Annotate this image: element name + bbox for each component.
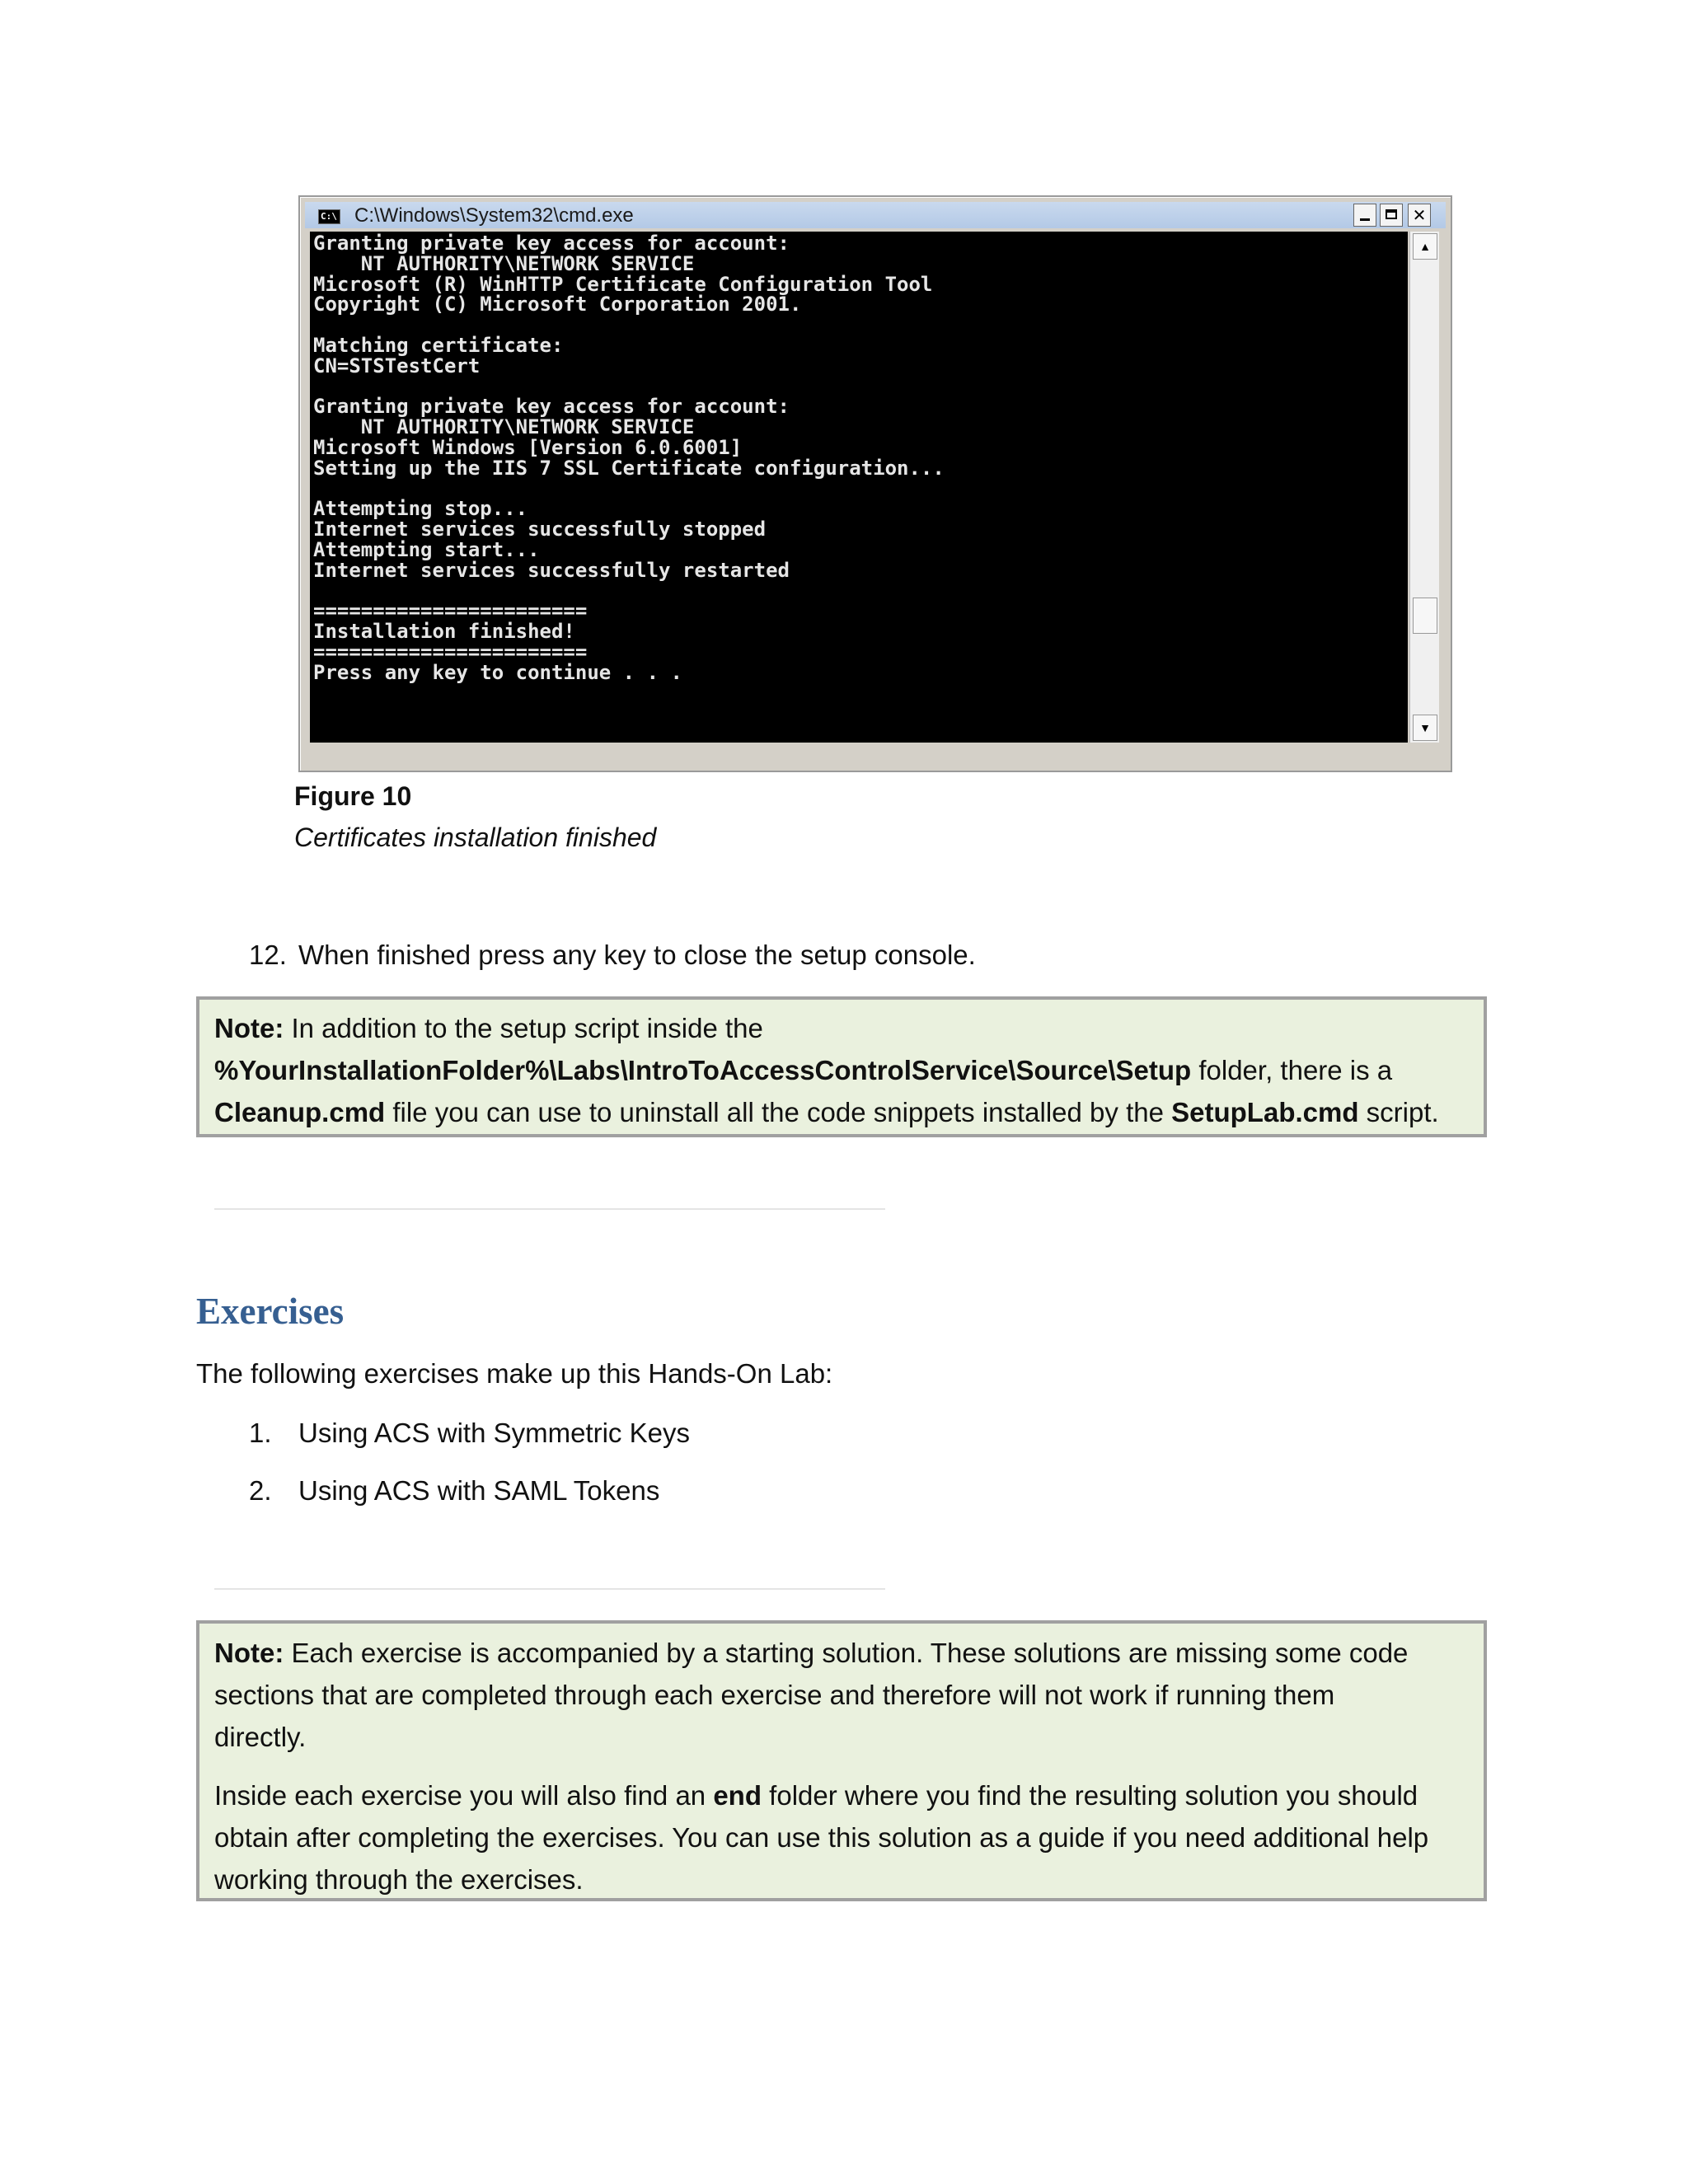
note-label: Note: — [214, 1013, 284, 1043]
list-item: Using ACS with SAML Tokens — [298, 1475, 660, 1506]
list-item-number: 1. — [249, 1418, 272, 1448]
scroll-down-icon[interactable]: ▼ — [1413, 715, 1437, 741]
console-line: Internet services successfully stopped — [313, 518, 767, 541]
maximize-button[interactable] — [1380, 204, 1403, 227]
minimize-button[interactable] — [1353, 204, 1376, 227]
console-line: Installation finished! — [313, 620, 575, 644]
console-line: Granting private key access for account: — [313, 395, 790, 419]
console-line: Attempting stop... — [313, 497, 528, 521]
note-line — [214, 1632, 1469, 1674]
step-text: When finished press any key to close the setup console. — [298, 940, 976, 970]
note-text: In addition to the setup script inside the — [284, 1013, 763, 1043]
window-title: C:\Windows\System32\cmd.exe — [354, 204, 634, 227]
cmd-app-icon: C:\ — [318, 209, 340, 224]
note-box — [196, 996, 1487, 1137]
list-item-number: 2. — [249, 1475, 272, 1506]
setup-folder-path: %YourInstallationFolder%\Labs\IntroToAccessControlService\Source\Setup — [214, 1055, 1192, 1085]
list-item: Using ACS with Symmetric Keys — [298, 1418, 690, 1448]
end-folder-term: end — [713, 1780, 762, 1811]
note-text: Inside each exercise you will also find an — [214, 1780, 714, 1811]
divider — [214, 1208, 885, 1210]
console-line: Microsoft Windows [Version 6.0.6001] — [313, 435, 743, 459]
close-button[interactable]: ✕ — [1408, 204, 1431, 227]
scroll-up-icon[interactable]: ▲ — [1413, 233, 1437, 260]
console-line: Attempting start... — [313, 537, 540, 561]
console-line: Internet services successfully restarted — [313, 558, 790, 582]
note-line — [214, 1091, 1469, 1133]
console-line: Granting private key access for account: — [313, 232, 790, 255]
setuplab-filename: SetupLab.cmd — [1171, 1097, 1359, 1127]
section-intro: The following exercises make up this Hands-On Lab: — [196, 1358, 833, 1389]
console-line: Copyright (C) Microsoft Corporation 2001. — [313, 293, 802, 316]
note-line: sections that are completed through each exercise and therefore will not work if running them — [214, 1680, 1335, 1710]
console-output[interactable] — [310, 232, 1408, 743]
vertical-scrollbar[interactable] — [1409, 232, 1439, 743]
section-heading: Exercises — [196, 1291, 345, 1332]
scrollbar-thumb[interactable] — [1413, 598, 1437, 634]
console-line: NT AUTHORITY\NETWORK SERVICE — [313, 251, 695, 275]
window-titlebar[interactable] — [305, 202, 1446, 228]
console-line: Matching certificate: — [313, 333, 564, 357]
note-text: folder where you find the resulting solution you should — [762, 1780, 1418, 1811]
console-line — [313, 479, 1408, 499]
note-line — [214, 1049, 1469, 1091]
note-text: file you can use to uninstall all the code snippets installed by the — [385, 1097, 1172, 1127]
note-text: Each exercise is accompanied by a starting solution. These solutions are missing some code — [284, 1638, 1409, 1668]
console-line: ======================= — [313, 640, 588, 663]
note-text: folder, there is a — [1191, 1055, 1393, 1085]
note-line — [214, 1774, 1469, 1816]
figure-caption: Certificates installation finished — [294, 823, 657, 852]
note-text: script. — [1358, 1097, 1439, 1127]
console-line: Setting up the IIS 7 SSL Certificate configuration... — [313, 456, 945, 480]
paragraph-gap — [214, 1758, 1469, 1774]
note-line: working through the exercises. — [214, 1864, 584, 1895]
figure-label: Figure 10 — [294, 781, 412, 811]
console-line: NT AUTHORITY\NETWORK SERVICE — [313, 415, 695, 439]
divider — [214, 1588, 885, 1590]
console-line: ======================= — [313, 599, 588, 623]
console-line: CN=STSTestCert — [313, 354, 481, 377]
console-line — [313, 377, 1408, 397]
cleanup-filename: Cleanup.cmd — [214, 1097, 386, 1127]
console-line: Microsoft (R) WinHTTP Certificate Configuration Tool — [313, 272, 933, 296]
note-label: Note: — [214, 1638, 284, 1668]
step-number: 12. — [249, 940, 287, 970]
cmd-window — [298, 195, 1452, 772]
note-line — [214, 1007, 1469, 1049]
console-line: Press any key to continue . . . — [313, 660, 682, 684]
note-box — [196, 1620, 1487, 1901]
console-line — [313, 315, 1408, 335]
note-line: directly. — [214, 1722, 307, 1752]
note-line: obtain after completing the exercises. You can use this solution as a guide if you need additional help — [214, 1822, 1429, 1853]
console-line — [313, 581, 1408, 602]
